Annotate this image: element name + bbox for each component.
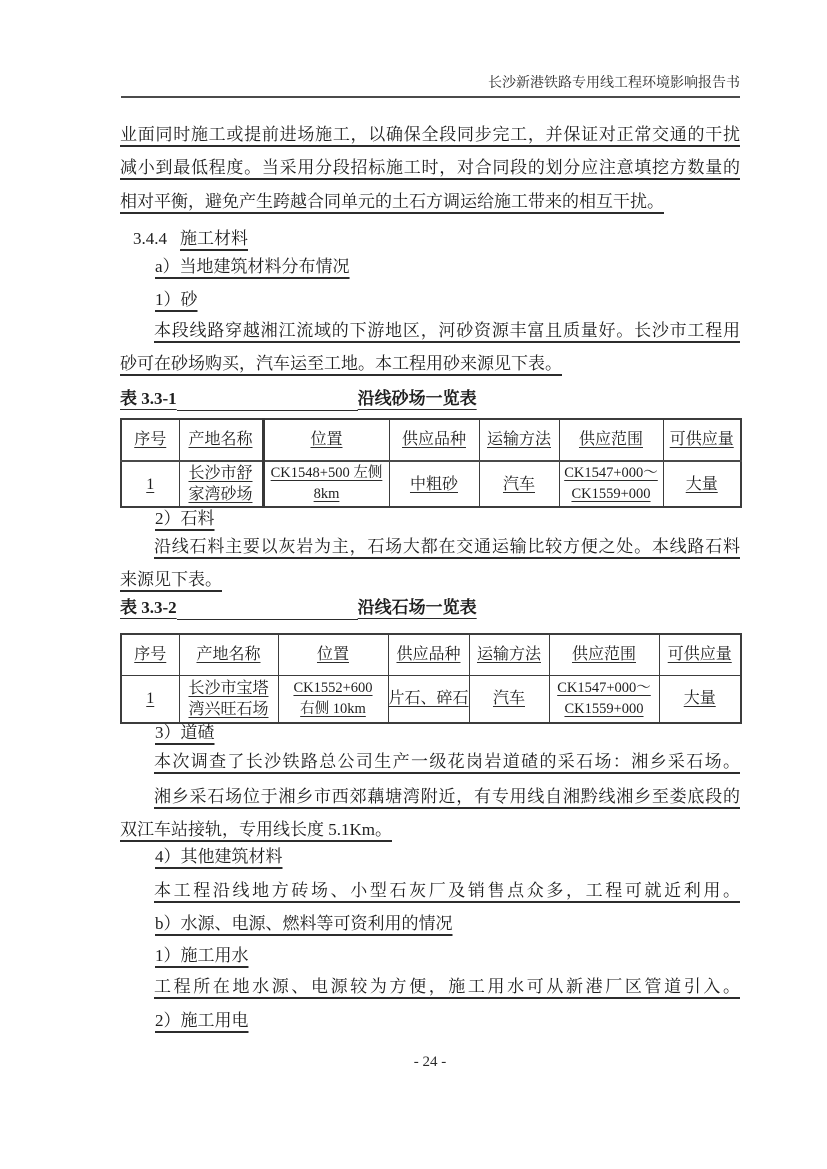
text-line: 本段线路穿越湘江流域的下游地区，河砂资源丰富且质量好。长沙市工程用 [154,321,740,340]
stone-sources-table [120,633,742,724]
text-line: 来源见下表。 [120,570,222,590]
header-rule [121,96,740,98]
header-label: 可供应量 [667,645,732,663]
cell-text: 大量 [685,475,718,493]
text-line: 本次调查了长沙铁路总公司生产一级花岗岩道碴的采石场：湘乡采石场。 [154,752,740,771]
table-header-row [121,634,741,675]
text-line: 湘乡采石场位于湘乡市西郊藕塘湾附近，有专用线自湘黔线湘乡至娄底段的 [154,787,740,806]
table-caption-title: 沿线砂场一览表 [357,389,477,408]
running-header-title: 长沙新港铁路专用线工程环境影响报告书 [488,76,740,91]
cell-text: 长沙市舒 [188,465,253,482]
text-line: 工程所在地水源、电源较为方便，施工用水可从新港厂区管道引入。 [154,977,740,996]
header-cell-seq [121,419,179,461]
paragraph-stone-source [120,530,740,597]
cell-seq [121,461,179,507]
cell-variety [388,675,469,723]
subheading-construction-water: 1）施工用水 [155,946,249,965]
text-line: 双江车站接轨，专用线长度 5.1Km。 [120,820,392,840]
cell-text: 8km [313,486,340,502]
cell-text: CK1552+600 [293,679,373,696]
table-data-row [121,461,741,507]
cell-text: 汽车 [502,475,535,493]
subheading-ballast: 3）道碴 [155,723,215,742]
header-label: 供应品种 [401,431,466,448]
text-line: 减小到最低程度。当采用分段招标施工时，对合同段的划分应注意填挖方数量的 [120,158,740,178]
header-cell-variety [389,419,479,461]
header-label: 供应范围 [571,645,636,663]
cell-origin [179,461,263,507]
header-label: 运输方法 [486,431,551,448]
subheading-local-materials: a）当地建筑材料分布情况 [155,257,350,276]
header-cell-origin [179,419,263,461]
subheading-other-materials: 4）其他建筑材料 [155,847,283,866]
paragraph-xiangxiang-quarry [120,780,740,847]
cell-text: 湾兴旺石场 [188,700,269,718]
cell-text: 1 [146,690,155,708]
table-caption-label: 表 3.3-2 [120,598,177,617]
cell-transport [469,675,549,723]
caption-underline-gap [177,595,358,620]
section-number: 3.4.4 [133,229,167,248]
cell-variety [389,461,479,507]
header-cell-transport [469,634,549,675]
cell-text: 大量 [683,690,716,708]
header-cell-variety [388,634,469,675]
cell-range [549,675,659,723]
table-3-3-2-caption [120,595,740,621]
subheading-construction-power: 2）施工用电 [155,1011,249,1030]
cell-text: CK1559+000 [564,700,644,717]
header-cell-range [559,419,663,461]
cell-location [278,675,388,723]
page-number: - 24 - [413,1054,447,1070]
header-label: 位置 [310,431,343,448]
paragraph-ballast-survey [120,745,740,778]
header-cell-range [549,634,659,675]
cell-text: 中粗砂 [409,475,458,493]
cell-text: 1 [146,475,155,493]
header-label: 可供应量 [669,431,734,448]
cell-text: 汽车 [492,690,525,708]
cell-transport [479,461,559,507]
paragraph-construction-water [120,970,740,1003]
header-label: 序号 [134,645,167,663]
cell-text: 右侧 10km [300,700,366,717]
header-cell-origin [179,634,278,675]
section-title: 施工材料 [180,229,248,248]
cell-range [559,461,663,507]
header-label: 序号 [134,431,167,448]
text-line: 砂可在砂场购买，汽车运至工地。本工程用砂来源见下表。 [120,354,562,374]
cell-location [263,461,389,507]
table-header-row [121,419,741,461]
cell-text: 长沙市宝塔 [188,679,269,697]
header-cell-supply [663,419,741,461]
caption-underline-gap [177,386,358,411]
paragraph-other-materials [120,874,740,907]
header-label: 产地名称 [188,431,253,448]
subheading-water-power-fuel: b）水源、电源、燃料等可资利用的情况 [155,914,453,933]
cell-text: CK1547+000～ [564,465,658,481]
header-label: 供应范围 [578,431,643,448]
header-label: 供应品种 [396,645,461,663]
text-line: 本工程沿线地方砖场、小型石灰厂及销售点众多，工程可就近利用。 [154,881,740,900]
header-label: 产地名称 [196,645,261,663]
cell-supply [663,461,741,507]
table-3-3-1-caption [120,386,740,412]
cell-text: CK1559+000 [571,486,651,502]
subheading-sand: 1）砂 [155,290,198,309]
subheading-stone: 2）石料 [155,509,215,528]
text-line: 相对平衡，避免产生跨越合同单元的土石方调运给施工带来的相互干扰。 [120,191,664,211]
sand-sources-table [120,418,742,508]
paragraph-sand-source [120,314,740,381]
header-label: 运输方法 [476,645,541,663]
header-cell-location [278,634,388,675]
paragraph-construction-interference [120,118,740,218]
cell-text: 家湾砂场 [188,486,253,503]
table-caption-label: 表 3.3-1 [120,389,177,408]
header-cell-location [263,419,389,461]
header-label: 位置 [316,645,349,663]
cell-text: 片石、碎石 [388,690,469,708]
cell-supply [659,675,741,723]
text-line: 业面同时施工或提前进场施工，以确保全段同步完工，并保证对正常交通的干扰 [120,125,740,144]
header-cell-seq [121,634,179,675]
text-line: 沿线石料主要以灰岩为主，石场大都在交通运输比较方便之处。本线路石料 [154,537,740,556]
cell-text: CK1547+000～ [557,679,651,696]
cell-text: CK1548+500 左侧 [270,465,383,481]
header-cell-transport [479,419,559,461]
header-cell-supply [659,634,741,675]
table-caption-title: 沿线石场一览表 [357,598,477,617]
